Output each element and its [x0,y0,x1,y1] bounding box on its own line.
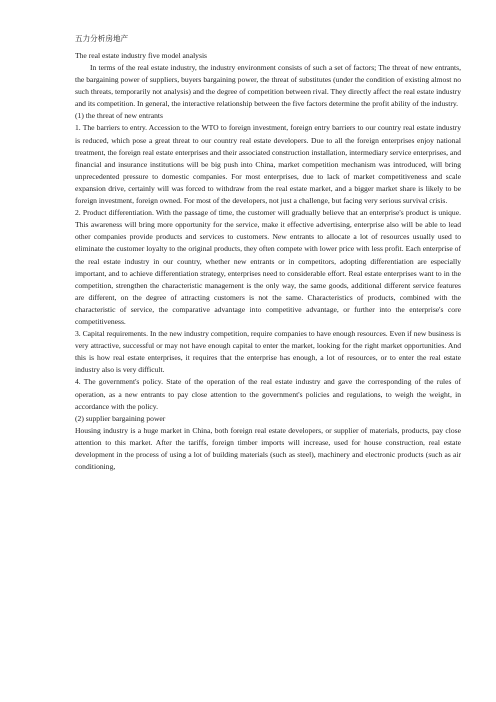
paragraph-capital-requirements: 3. Capital requirements. In the new industry competition, require companies to have enough resources. Even if new business is very attractive, successful or may not have enough capital to enter the market, looking for the right market opportunities. And this is how real estate enterprises, it requires that the enterprise has enough, a lot of resources, or to enter the real estate industry also is very difficult. [75,329,461,375]
paragraph-government-policy: 4. The government's policy. State of the operation of the real estate industry and gave the corresponding of the rules of operation, as a new entrants to pay close attention to the government's policies and regulations, to weigh the weight, in accordance with the policy. [75,377,461,411]
heading-english: The real estate industry five model analysis [75,51,208,60]
section-heading-supplier-power: (2) supplier bargaining power [75,413,166,423]
section-heading-new-entrants: (1) the threat of new entrants [75,111,163,121]
paragraph-barriers-to-entry: 1. The barriers to entry. Accession to the WTO to foreign investment, foreign entry barriers to our country real estate industry is reduced, which pose a great threat to our country real estate developers. Due to all the foreign enterprises enjoy national treatment, the foreign real estate enterprises and their associated construction installation, intermediary service enterprises, and financial and insurance institutions will be big push into China, market competition mechanism was introduced, will bring unprecedented pressure to domestic companies. For most enterprises, due to lack of market competitiveness and scale expansion drive, certainly will was forced to withdraw from the real estate market, and a bigger market share is likely to be foreign investment, foreign owned. For most of the developers, not just a challenge, but facing very serious survival crisis. [75,123,461,206]
intro-paragraph: In terms of the real estate industry, the industry environment consists of such a set of factors; The threat of new entrants, the bargaining power of suppliers, buyers bargaining power, the threat of substitutes (under the condition of existing almost no such threats, temporarily not analysis) and the degree of competition between rival. They directly affect the real estate industry and its competition. In general, the interactive relationship between the five factors determine the profit ability of the industry. [75,63,461,109]
paragraph-product-differentiation: 2. Product differentiation. With the passage of time, the customer will gradually believe that an enterprise's product is unique. This awareness will bring more opportunity for the service, make it effective advertising, enterprise also will be able to lead other companies provide products and services to customers. New entrants to allocate a lot of resources usually used to eliminate the customer loyalty to the original products, they often compete with lower price with less profit. Each enterprise of the real estate industry in our country, whether new entrants or in competitors, adopting differentiation are especially important, and to achieve differentiation strategy, enterprises need to considerable effort. Real estate enterprises want to in the competition, strengthen the characteristic management is the only way, the same goods, additional different service features are different, on the degree of attracting customers is not the same. Characteristics of products, combined with the characteristic of service, the comparative advantage into competitive advantage, or further into the enterprise's core competitiveness. [75,208,461,326]
paragraph-housing-industry: Housing industry is a huge market in China, both foreign real estate developers, or supplier of materials, products, pay close attention to this market. After the tariffs, foreign timber imports will increase, used for house construction, real estate development in the process of using a lot of building materials (such as steel), machinery and electronic products (such as air conditioning, [75,425,461,472]
heading-chinese: 五力分析房地产 [75,34,129,43]
